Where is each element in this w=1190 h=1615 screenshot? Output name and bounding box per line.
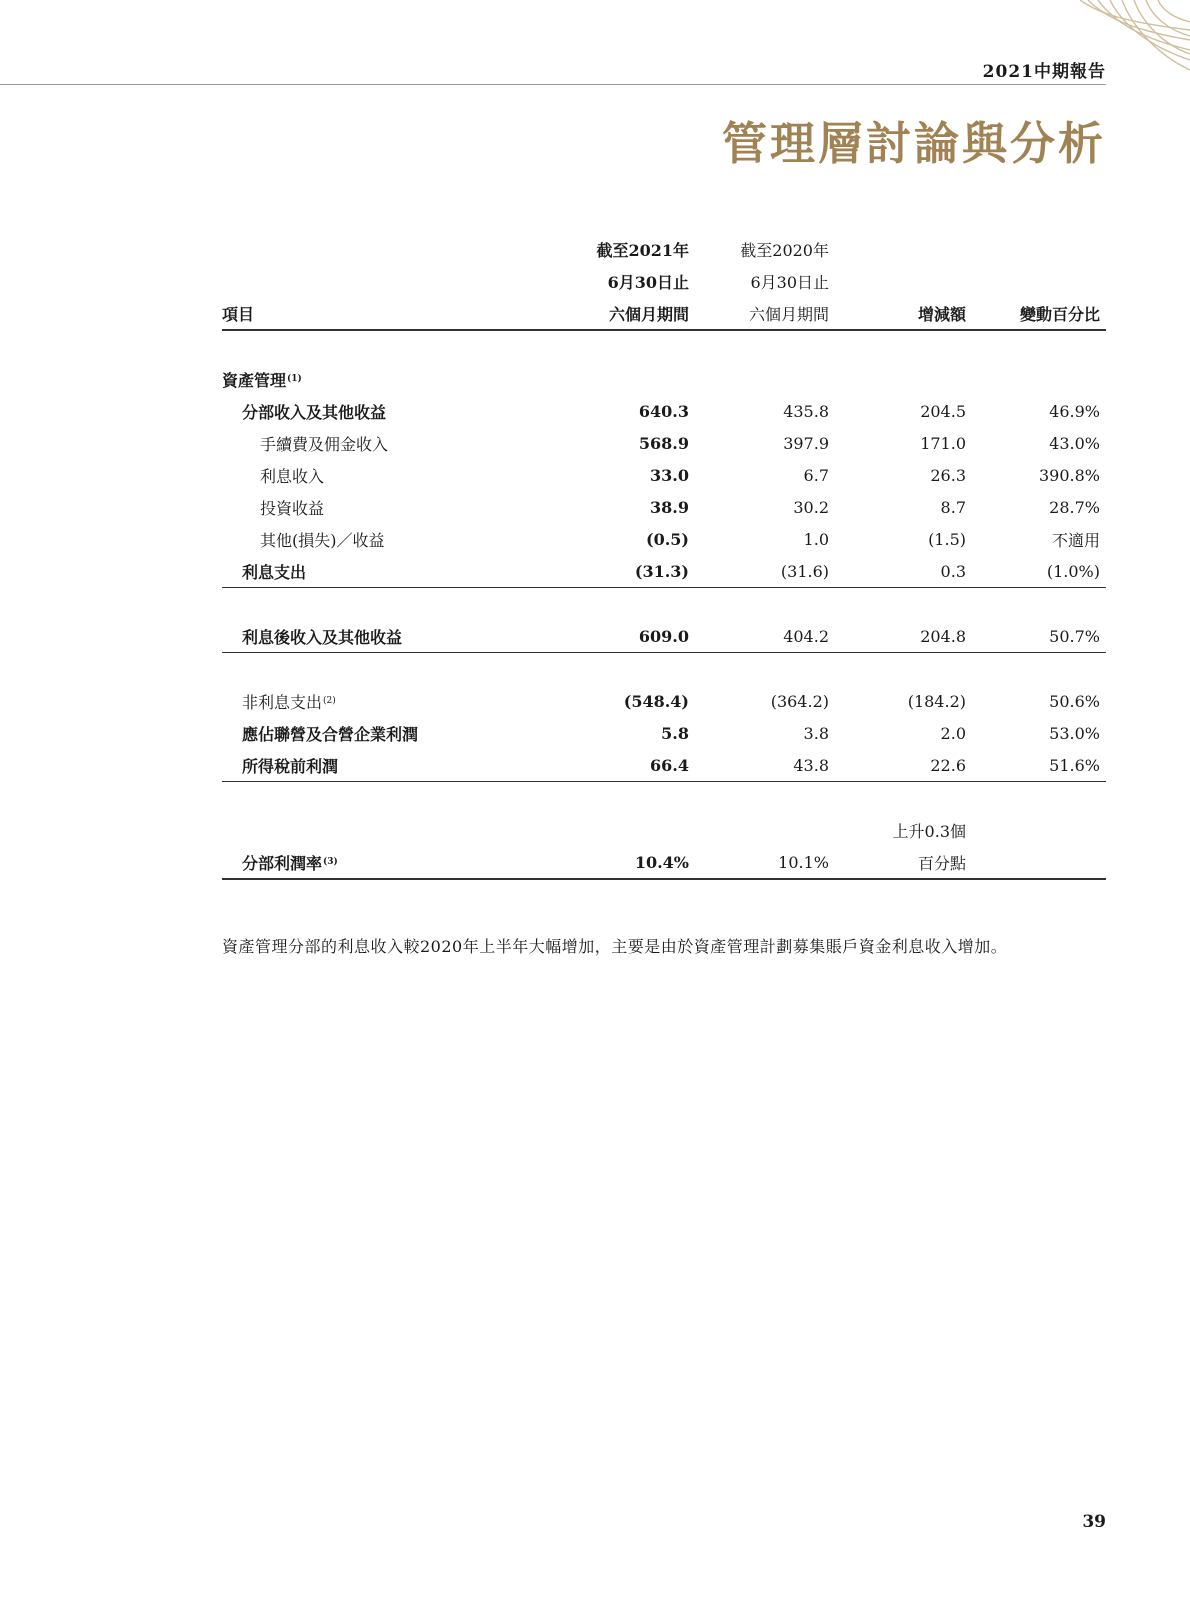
- table-row: [222, 427, 1106, 459]
- cell-2021: 38.9: [650, 497, 689, 517]
- cell-2021: (31.3): [562, 555, 695, 588]
- col-pct-header: 變動百分比: [974, 297, 1106, 330]
- footnote-marker: (2): [323, 695, 336, 706]
- cell-change: 204.5: [920, 401, 966, 421]
- report-title: 2021中期報告: [982, 62, 1106, 82]
- table-row: [222, 814, 1106, 846]
- row-label: 分部收入及其他收益: [242, 402, 387, 422]
- cell-2020: 397.9: [783, 433, 829, 453]
- header-row: [222, 265, 1106, 297]
- cell-change: 8.7: [940, 497, 966, 517]
- cell-2021: 568.9: [638, 433, 689, 453]
- section-row: [222, 363, 1106, 395]
- col-change-header: 增減額: [837, 297, 974, 330]
- table-row: [222, 846, 1106, 879]
- cell-2020: (31.6): [695, 555, 837, 588]
- cell-change: 0.3: [837, 555, 974, 588]
- table-row: [222, 685, 1106, 717]
- cell-2021: 640.3: [638, 401, 689, 421]
- cell-pct: 50.7%: [974, 620, 1106, 653]
- cell-2021: (548.4): [623, 691, 689, 711]
- cell-pct: 390.8%: [1038, 465, 1100, 485]
- cell-pct: 46.9%: [1049, 401, 1100, 421]
- cell-2020: 3.8: [803, 723, 829, 743]
- cell-pct: 53.0%: [1049, 723, 1100, 743]
- col-2020-header-line1: 截至2020年: [740, 240, 829, 260]
- cell-2021: 609.0: [562, 620, 695, 653]
- cell-2020: 404.2: [695, 620, 837, 653]
- cell-2020: 30.2: [793, 497, 829, 517]
- header-row: [222, 233, 1106, 265]
- asset-management-table: [222, 233, 1106, 880]
- commentary-paragraph: 資產管理分部的利息收入較2020年上半年大幅增加，主要是由於資產管理計劃募集賬戶資金利息收入增加。: [222, 937, 1008, 956]
- row-label: 分部利潤率: [242, 853, 323, 873]
- row-label: 其他(損失)／收益: [260, 530, 385, 550]
- table-row: [222, 491, 1106, 523]
- table-row: [222, 395, 1106, 427]
- cell-change: (184.2): [907, 691, 966, 711]
- cell-2021: 10.4%: [562, 846, 695, 879]
- cell-pct: 28.7%: [1049, 497, 1100, 517]
- row-label: 手續費及佣金收入: [260, 434, 389, 454]
- cell-change-line2: 百分點: [837, 846, 974, 879]
- row-label: 利息支出: [222, 555, 562, 588]
- col-item-header: 項目: [222, 297, 562, 330]
- cell-2020: 435.8: [783, 401, 829, 421]
- cell-change: 2.0: [940, 723, 966, 743]
- cell-2020: 43.8: [695, 749, 837, 782]
- table-row: [222, 620, 1106, 653]
- cell-pct: 43.0%: [1049, 433, 1100, 453]
- col-2021-header-line3: 六個月期間: [562, 297, 695, 330]
- cell-change: 26.3: [930, 465, 966, 485]
- col-2020-header-line3: 六個月期間: [695, 297, 837, 330]
- section-label: 資產管理: [222, 370, 287, 390]
- table-row: [222, 749, 1106, 782]
- col-2021-header-line2: 6月30日止: [607, 272, 689, 292]
- row-label: 所得稅前利潤: [222, 749, 562, 782]
- row-label: 應佔聯營及合營企業利潤: [242, 724, 419, 744]
- cell-change: 204.8: [837, 620, 974, 653]
- footnote-marker: (3): [323, 856, 338, 867]
- cell-change-line1: 上升0.3個: [892, 821, 966, 841]
- header-divider: [0, 84, 1106, 85]
- cell-pct: 51.6%: [974, 749, 1106, 782]
- page-number: 39: [1082, 1512, 1106, 1532]
- cell-2020: 6.7: [803, 465, 829, 485]
- cell-change: 22.6: [837, 749, 974, 782]
- row-label: 利息收入: [260, 466, 325, 486]
- cell-2021: 5.8: [661, 723, 689, 743]
- cell-2020: 10.1%: [695, 846, 837, 879]
- cell-2020: 1.0: [803, 529, 829, 549]
- cell-pct: 不適用: [1051, 530, 1100, 550]
- table-row: [222, 717, 1106, 749]
- cell-2020: (364.2): [770, 691, 829, 711]
- cell-2021: 66.4: [562, 749, 695, 782]
- header-row: [222, 297, 1106, 330]
- cell-2021: 33.0: [650, 465, 689, 485]
- cell-change: (1.5): [928, 529, 966, 549]
- table-row: [222, 523, 1106, 555]
- col-2021-header-line1: 截至2021年: [596, 240, 689, 260]
- col-2020-header-line2: 6月30日止: [750, 272, 829, 292]
- row-label: 投資收益: [260, 498, 325, 518]
- row-label: 非利息支出: [242, 692, 323, 712]
- table-row: [222, 555, 1106, 588]
- cell-2021: (0.5): [646, 529, 689, 549]
- cell-pct: (1.0%): [974, 555, 1106, 588]
- cell-change: 171.0: [920, 433, 966, 453]
- table-row: [222, 459, 1106, 491]
- footnote-marker: (1): [287, 373, 302, 384]
- row-label: 利息後收入及其他收益: [222, 620, 562, 653]
- cell-pct: 50.6%: [1049, 691, 1100, 711]
- section-title: 管理層討論與分析: [721, 117, 1106, 170]
